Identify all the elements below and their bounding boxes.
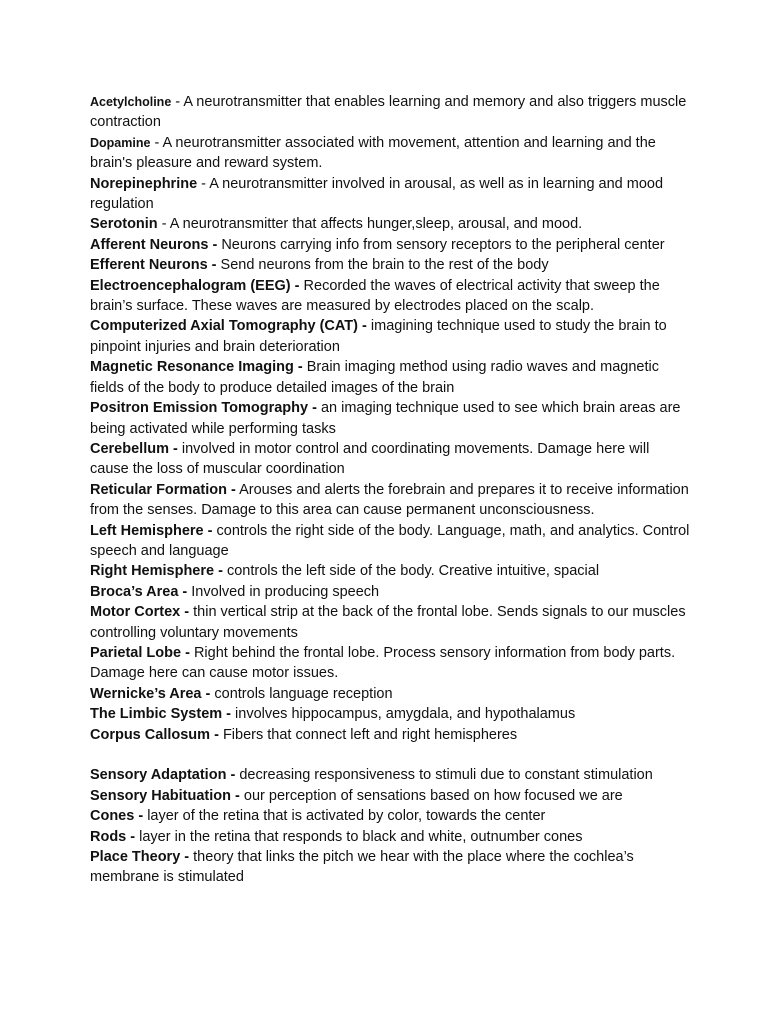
entry-definition: theory that links the pitch we hear with the place where the cochlea’s membrane is stimulated	[90, 849, 634, 886]
entry-term: Positron Emission Tomography -	[90, 400, 317, 417]
entry-definition: A neurotransmitter associated with movement, attention and learning and the brain's pleasure and reward system.	[90, 134, 656, 172]
entry-definition: Fibers that connect left and right hemispheres	[222, 726, 518, 743]
entry-definition: an imaging technique used to see which brain areas are being activated while performing tasks	[90, 400, 681, 437]
entry-definition: controls the right side of the body. Language, math, and analytics. Control speech and language	[90, 522, 690, 559]
glossary-entry	[90, 643, 690, 684]
entry-definition: Right behind the frontal lobe. Process sensory information from body parts. Damage here can cause motor issues.	[90, 644, 676, 682]
entry-term: Sensory Adaptation -	[90, 767, 236, 784]
entry-term: Place Theory -	[90, 849, 190, 866]
entry-term: Cerebellum -	[90, 440, 178, 457]
entry-definition: involves hippocampus, amygdala, and hypothalamus	[235, 706, 576, 723]
entry-definition: our perception of sensations based on how focused we are	[243, 787, 623, 804]
glossary-entry	[90, 235, 690, 255]
glossary-entry	[90, 827, 690, 847]
glossary-entry	[90, 521, 690, 562]
entry-term: Dopamine	[90, 135, 151, 150]
glossary-entry	[90, 255, 690, 275]
entry-term: Computerized Axial Tomography (CAT) -	[90, 318, 367, 335]
glossary-body	[90, 92, 690, 888]
entry-term: Motor Cortex -	[90, 604, 190, 621]
entry-definition: decreasing responsiveness to stimuli due to constant stimulation	[239, 767, 653, 784]
entry-term: Afferent Neurons -	[90, 236, 218, 253]
entry-term: Wernicke’s Area -	[90, 685, 211, 702]
entry-term: Sensory Habituation -	[90, 787, 240, 804]
entry-definition: A neurotransmitter involved in arousal, as well as in learning and mood regulation	[90, 175, 664, 213]
entry-definition: Recorded the waves of electrical activity that sweep the brain’s surface. These waves are measured by electrodes placed on the scalp.	[90, 277, 660, 315]
entry-separator: -	[150, 134, 163, 151]
entry-separator: -	[171, 94, 184, 110]
entry-definition: controls the left side of the body. Creative intuitive, spacial	[226, 563, 600, 580]
entry-definition: layer in the retina that responds to black and white, outnumber cones	[139, 828, 583, 845]
entry-term: Parietal Lobe -	[90, 644, 190, 661]
glossary-entry	[90, 214, 690, 234]
entry-term: Serotonin	[90, 216, 158, 233]
entry-term: Acetylcholine	[90, 95, 172, 109]
glossary-entry	[90, 357, 690, 398]
entry-term: Corpus Callosum -	[90, 726, 219, 743]
glossary-entry	[90, 174, 690, 215]
entry-term: Magnetic Resonance Imaging -	[90, 359, 303, 376]
entry-term: Reticular Formation -	[90, 481, 236, 498]
entry-term: Cones -	[90, 808, 144, 825]
glossary-entry	[90, 582, 690, 602]
glossary-entry	[90, 806, 690, 826]
glossary-entry	[90, 561, 690, 581]
glossary-entry	[90, 602, 690, 643]
glossary-entry	[90, 684, 690, 704]
glossary-entry	[90, 316, 690, 357]
glossary-entry	[90, 847, 690, 888]
glossary-entry	[90, 398, 690, 439]
glossary-entry	[90, 725, 690, 745]
entry-term: Norepinephrine	[90, 175, 198, 192]
entry-separator: -	[157, 216, 170, 233]
blank-line	[90, 745, 690, 765]
entry-term: Left Hemisphere -	[90, 522, 213, 539]
entry-definition: Arouses and alerts the forebrain and prepares it to receive information from the senses. Damage to this area can cause permanent unconsciousness.	[90, 481, 689, 519]
glossary-entry	[90, 92, 690, 133]
glossary-entry	[90, 133, 690, 174]
entry-term: Electroencephalogram (EEG) -	[90, 277, 300, 294]
glossary-entry	[90, 765, 690, 785]
glossary-entry	[90, 704, 690, 724]
entry-definition: Brain imaging method using radio waves and magnetic fields of the body to produce detailed images of the brain	[90, 359, 659, 396]
entry-term: Broca’s Area -	[90, 583, 188, 600]
entry-separator: -	[197, 175, 210, 192]
entry-definition: involved in motor control and coordinating movements. Damage here will cause the loss of muscular coordination	[90, 440, 650, 478]
entry-definition: thin vertical strip at the back of the frontal lobe. Sends signals to our muscles controlling voluntary movements	[90, 604, 686, 641]
entry-term: Efferent Neurons -	[90, 257, 217, 274]
glossary-entry	[90, 439, 690, 480]
entry-definition: A neurotransmitter that affects hunger,sleep, arousal, and mood.	[169, 216, 583, 233]
glossary-entry	[90, 276, 690, 317]
entry-term: The Limbic System -	[90, 706, 232, 723]
entry-definition: Neurons carrying info from sensory receptors to the peripheral center	[221, 236, 665, 253]
entry-definition: Involved in producing speech	[191, 583, 380, 600]
entry-term: Right Hemisphere -	[90, 563, 223, 580]
entry-definition: A neurotransmitter that enables learning and memory and also triggers muscle contraction	[90, 94, 687, 131]
glossary-entry	[90, 480, 690, 521]
glossary-entry	[90, 786, 690, 806]
entry-definition: layer of the retina that is activated by color, towards the center	[147, 808, 546, 825]
entry-definition: Send neurons from the brain to the rest of the body	[220, 257, 549, 274]
entry-definition: imagining technique used to study the brain to pinpoint injuries and brain deterioration	[90, 318, 667, 355]
entry-definition: controls language reception	[214, 685, 393, 702]
entry-term: Rods -	[90, 828, 136, 845]
